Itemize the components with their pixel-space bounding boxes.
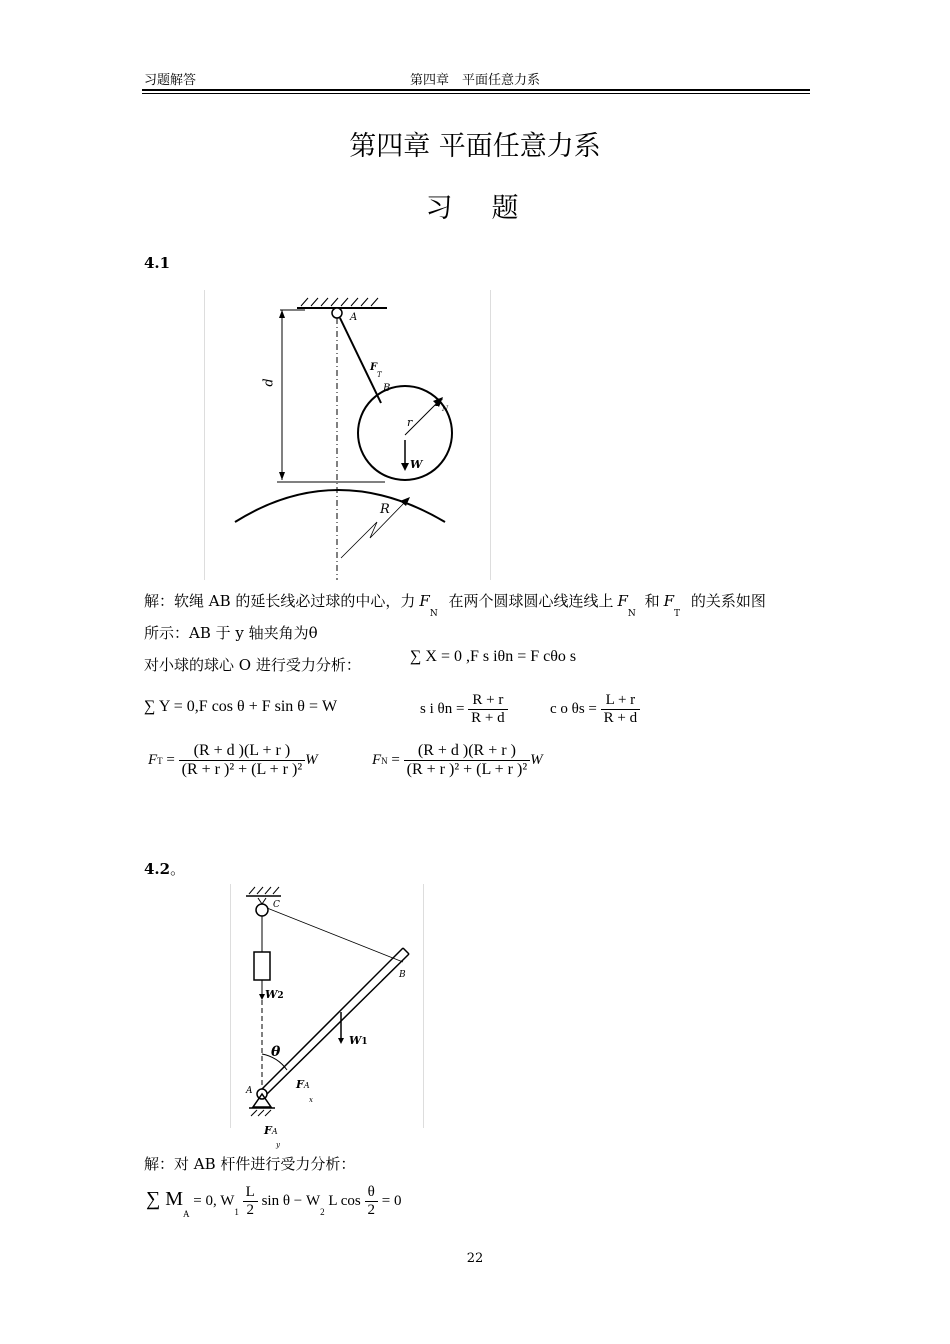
analysis-line: 对小球的球心 O 进行受力分析：: [144, 656, 361, 674]
problem-4-2-number: 4.2: [144, 860, 171, 878]
figure-4-1: [204, 290, 491, 580]
label-W: W: [410, 458, 423, 471]
label-r: r: [407, 416, 413, 429]
label-FAx: [296, 1078, 310, 1091]
solution-text-b: 在两个圆球圆心线连线上: [448, 592, 614, 610]
label-FAy-sub: A: [271, 1127, 278, 1136]
moment-frac-2: [365, 1184, 379, 1219]
moment-sub-A: A: [183, 1208, 190, 1219]
label-W1-sub: 1: [361, 1037, 368, 1047]
equation-FN: FN = $\frac{(R + d )(R + r )}{\text{(R + r )² + (L + r )²}}$ W: [372, 742, 543, 778]
problem-4-2-suffix: 。: [170, 860, 186, 878]
label-FAx-main: F: [296, 1078, 304, 1091]
equation-sum-y: ∑ Y = 0,F cos θ + F sin θ = W: [144, 698, 338, 715]
label-W1-main: W: [349, 1034, 362, 1047]
label-FT-sub: T: [377, 371, 382, 379]
sin-fraction: [468, 692, 507, 727]
FT-denominator: (R + r )² + (L + r )²: [181, 761, 303, 778]
label-W2-sub: 2: [277, 991, 284, 1001]
solution-text-c: 和: [644, 592, 660, 610]
moment-sub-2: 2: [320, 1206, 325, 1217]
force-FT-sub: T: [674, 609, 681, 619]
solution-text-d: 的关系如图: [690, 592, 766, 610]
label-B: B: [383, 383, 391, 394]
force-FN: F: [419, 592, 430, 610]
equation-cos: [550, 692, 640, 727]
FN-fraction: [404, 742, 530, 779]
header-rule-thick: [142, 89, 810, 91]
solution-4-1-line2: 所示：AB 于 y 轴夹角为θ: [144, 624, 318, 642]
moment-sum: ∑ M: [146, 1187, 184, 1210]
sin-label: s i θn =: [420, 700, 465, 717]
label-FN: F: [435, 398, 443, 409]
figure-4-2: [230, 884, 424, 1128]
problem-number-4-2: [144, 858, 185, 879]
moment-mid: = 0, W: [193, 1192, 235, 1209]
label-d: d: [261, 378, 277, 387]
label-W2-main: W: [265, 988, 278, 1001]
equation-FT: FT = $\frac{(R + d )(L + r )}{\text{(R + r )² + (L + r )²}}$ W: [148, 742, 318, 778]
force-FT: F: [663, 592, 675, 610]
moment-frac-2-den: 2: [367, 1202, 375, 1218]
label-R: R: [380, 502, 390, 517]
FT-symbol: F: [148, 751, 158, 768]
chapter-title: 第四章 平面任意力系: [349, 131, 601, 162]
label-C: C: [273, 900, 280, 910]
label-FAx-sub: A: [303, 1081, 310, 1090]
moment-sub-1: 1: [234, 1206, 239, 1217]
moment-frac-1: [243, 1184, 258, 1219]
moment-mid3: L cos: [328, 1192, 361, 1209]
FN-symbol: F: [372, 751, 382, 768]
moment-frac-1-den: 2: [246, 1202, 254, 1218]
header-center: 第四章 平面任意力系: [410, 73, 541, 88]
header-rule-thin: [142, 93, 810, 94]
label-FAx-sub2: x: [309, 1096, 313, 1104]
figure-4-2-svg: [231, 884, 423, 1128]
solution-4-2: 解：对 AB 杆件进行受力分析：: [144, 1155, 356, 1173]
FN-denominator: (R + r )² + (L + r )²: [406, 761, 528, 778]
force-FN-2: F: [617, 592, 628, 610]
cos-label: c o θs =: [550, 700, 597, 717]
sin-denominator: R + d: [471, 710, 505, 726]
label-theta: θ: [271, 1044, 281, 1060]
solution-4-1-line1: [144, 590, 766, 619]
equation-sin: [420, 692, 508, 727]
label-W2: [265, 988, 284, 1001]
header-left: 习题解答: [144, 73, 197, 88]
equation-sum-x: ∑ X = 0 ,F s iθn = F cθo s: [410, 648, 577, 665]
label-B-2: B: [399, 970, 406, 980]
force-FN-sub: N: [429, 609, 438, 619]
label-FN-sub: N: [442, 405, 449, 413]
label-FAy-sub2: y: [276, 1141, 280, 1149]
label-FAy: [264, 1124, 278, 1137]
FT-weight: W: [305, 751, 318, 768]
page-number: 22: [466, 1251, 484, 1266]
label-A: A: [350, 312, 358, 323]
moment-frac-1-num: L: [243, 1184, 258, 1202]
FT-numerator: (R + d )(L + r ): [179, 742, 305, 761]
FT-symbol-sub: T: [157, 755, 163, 766]
FN-weight: W: [530, 751, 543, 768]
section-title: 习 题: [425, 193, 525, 224]
sin-numerator: R + r: [468, 692, 507, 710]
problem-number-4-1: 4.1: [144, 254, 171, 272]
label-W1: [349, 1034, 368, 1047]
FN-numerator: (R + d )(R + r ): [404, 742, 530, 761]
FN-symbol-sub: N: [381, 755, 388, 766]
solution-text-a: 解：软绳 AB 的延长线必过球的中心，力: [144, 592, 416, 610]
figure-4-1-svg: [205, 290, 490, 580]
moment-end: = 0: [381, 1192, 402, 1209]
moment-frac-2-num: θ: [365, 1184, 379, 1202]
label-FAy-main: F: [264, 1124, 272, 1137]
cos-fraction: [601, 692, 640, 727]
label-A-2: A: [246, 1086, 253, 1096]
equation-moment: [146, 1184, 401, 1219]
force-FN-2-sub: N: [627, 609, 636, 619]
FT-fraction: [179, 742, 305, 779]
moment-mid2: sin θ − W: [261, 1192, 321, 1209]
label-FT: F: [370, 362, 378, 373]
cos-denominator: R + d: [603, 710, 638, 726]
cos-numerator: L + r: [601, 692, 640, 710]
